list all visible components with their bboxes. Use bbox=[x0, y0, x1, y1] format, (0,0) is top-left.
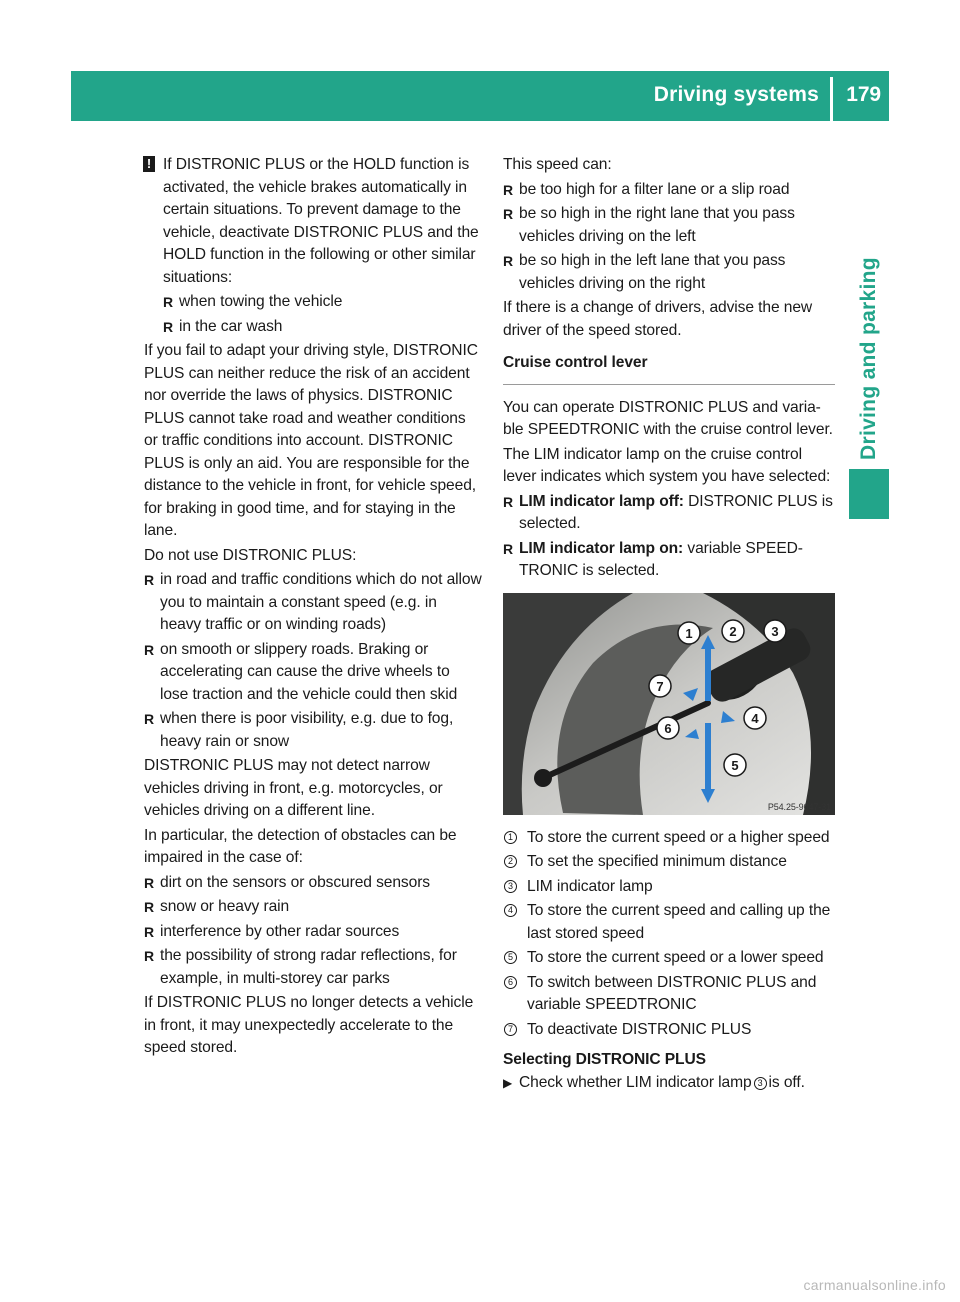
bullet-icon: R bbox=[503, 493, 514, 510]
right-column bbox=[503, 154, 835, 1096]
warning-icon: ! bbox=[143, 156, 155, 172]
callout-3: 3 bbox=[771, 623, 779, 639]
section-title: Driving systems bbox=[653, 83, 819, 106]
list-item: R on smooth or slippery roads. Braking or accelerating can cause the drive wheels to lose traction and the vehicle could then skid bbox=[144, 640, 458, 703]
legend-item: 6 To switch between DISTRONIC PLUS and variable SPEEDTRONIC bbox=[503, 972, 835, 1017]
list-item: R snow or heavy rain bbox=[144, 896, 482, 919]
bullet-icon: R bbox=[163, 294, 174, 310]
callout-2: 2 bbox=[729, 623, 737, 639]
bullet-icon: R bbox=[503, 253, 514, 269]
paragraph: The LIM indicator lamp on the cruise control lever indicates which system you have selected: bbox=[503, 445, 831, 485]
chapter-tab-marker bbox=[849, 469, 889, 519]
number-circle-icon: 3 bbox=[754, 1077, 767, 1090]
bullet-icon: R bbox=[163, 318, 174, 335]
number-circle-icon: 6 bbox=[504, 976, 517, 989]
bullet-icon: R bbox=[144, 899, 155, 915]
list-item: R dirt on the sensors or obscured sensors bbox=[144, 872, 482, 895]
bullet-icon: R bbox=[144, 923, 155, 940]
bullet-icon: R bbox=[144, 572, 155, 588]
list-item: R in road and traffic conditions which do not allow you to maintain a constant speed (e.g. in heavy traffic or on winding roads) bbox=[144, 571, 482, 633]
bullet-list bbox=[144, 569, 482, 753]
cruise-control-lever-figure bbox=[503, 593, 835, 815]
paragraph: You can operate DISTRONIC PLUS and variable SPEEDTRONIC with the cruise control lever. bbox=[503, 398, 833, 438]
page-number: 179 bbox=[846, 83, 881, 106]
paragraph: If you fail to adapt your driving style, DISTRONIC PLUS can neither reduce the risk of an accident nor override the laws of physics. DISTRONIC PLUS cannot take road and weather conditions or traffic conditions into account. DISTRONIC PLUS is only an aid. You are responsible for the distance to the vehicle in front, for vehicle speed, for braking in good time, and for staying in the lane. bbox=[144, 342, 478, 539]
warning-notice bbox=[144, 154, 482, 338]
watermark: carmanualsonline.info bbox=[803, 1276, 946, 1293]
legend-item: 5 To store the current speed or a lower speed bbox=[503, 947, 835, 970]
bullet-icon: R bbox=[503, 540, 514, 557]
legend-item: 1 To store the current speed or a higher speed bbox=[503, 827, 835, 850]
legend-item: 7 To deactivate DISTRONIC PLUS bbox=[503, 1019, 835, 1042]
paragraph: DISTRONIC PLUS may not detect narrow vehicles driving in front, e.g. motorcycles, or vehicles driving on a different line. bbox=[144, 757, 443, 819]
bullet-icon: R bbox=[144, 641, 155, 658]
callout-1: 1 bbox=[685, 625, 693, 641]
header-divider bbox=[830, 77, 833, 121]
figure-code: P54.25-9047-31 bbox=[767, 801, 831, 812]
number-circle-icon: 4 bbox=[504, 904, 517, 917]
bullet-icon: R bbox=[144, 711, 155, 727]
list-item: R LIM indicator lamp on: variable SPEEDTRONIC is selected. bbox=[503, 539, 803, 579]
callout-7: 7 bbox=[656, 678, 664, 694]
paragraph: If there is a change of drivers, advise the new driver of the speed stored. bbox=[503, 299, 813, 339]
legend-item: 4 To store the current speed and calling up the last stored speed bbox=[503, 900, 835, 945]
section-heading: Cruise control lever bbox=[503, 352, 835, 385]
number-circle-icon: 1 bbox=[504, 831, 517, 844]
bullet-icon: R bbox=[144, 948, 155, 964]
bullet-list bbox=[503, 179, 835, 296]
paragraph: Do not use DISTRONIC PLUS: bbox=[144, 546, 357, 564]
list-item: R when towing the vehicle bbox=[163, 291, 482, 314]
paragraph: If DISTRONIC PLUS no longer detects a vehicle in front, it may unexpectedly accelerate to the speed stored. bbox=[144, 994, 474, 1056]
arrow-right-icon: ▶ bbox=[503, 1075, 513, 1090]
list-item: R the possibility of strong radar reflections, for example, in multi-storey car parks bbox=[144, 947, 457, 987]
instruction-list bbox=[503, 1072, 835, 1095]
bullet-list bbox=[144, 872, 482, 991]
chapter-tab-label: Driving and parking bbox=[856, 257, 880, 460]
bullet-icon: R bbox=[503, 206, 514, 222]
number-circle-icon: 3 bbox=[504, 880, 517, 893]
list-item: R be too high for a filter lane or a slip road bbox=[503, 179, 835, 202]
callout-6: 6 bbox=[664, 720, 672, 736]
legend-list bbox=[503, 827, 835, 1042]
header-bar bbox=[71, 71, 889, 121]
instruction-item: ▶ Check whether LIM indicator lamp 3 is off. bbox=[503, 1072, 835, 1095]
subheading: Selecting DISTRONIC PLUS bbox=[503, 1051, 706, 1068]
number-circle-icon: 5 bbox=[504, 951, 517, 964]
legend-item: 3 LIM indicator lamp bbox=[503, 876, 835, 899]
number-circle-icon: 2 bbox=[504, 855, 517, 868]
bullet-icon: R bbox=[144, 874, 155, 891]
list-item: R be so high in the right lane that you pass vehicles driving on the left bbox=[503, 205, 795, 245]
notice-text: If DISTRONIC PLUS or the HOLD function is activated, the vehicle brakes automatically in certain situations. To prevent damage to the vehicle, deactivate DISTRONIC PLUS and the HOLD function in the following or other similar situations: bbox=[163, 156, 479, 286]
paragraph: This speed can: bbox=[503, 156, 612, 173]
list-item: R LIM indicator lamp off: DISTRONIC PLUS is selected. bbox=[503, 492, 833, 532]
bullet-icon: R bbox=[503, 181, 514, 198]
legend-item: 2 To set the specified minimum distance bbox=[503, 851, 835, 874]
lever-illustration bbox=[503, 593, 835, 815]
paragraph: In particular, the detection of obstacles can be impaired in the case of: bbox=[144, 826, 457, 866]
list-item: R when there is poor visibility, e.g. due to fog, heavy rain or snow bbox=[144, 710, 454, 750]
lim-list bbox=[503, 491, 835, 583]
notice-list bbox=[163, 291, 482, 338]
list-item: R be so high in the left lane that you pass vehicles driving on the right bbox=[503, 252, 786, 292]
callout-4: 4 bbox=[751, 710, 759, 726]
left-column bbox=[144, 154, 482, 1062]
list-item: R interference by other radar sources bbox=[144, 921, 482, 944]
callout-5: 5 bbox=[731, 757, 739, 773]
number-circle-icon: 7 bbox=[504, 1023, 517, 1036]
list-item: R in the car wash bbox=[163, 316, 482, 339]
